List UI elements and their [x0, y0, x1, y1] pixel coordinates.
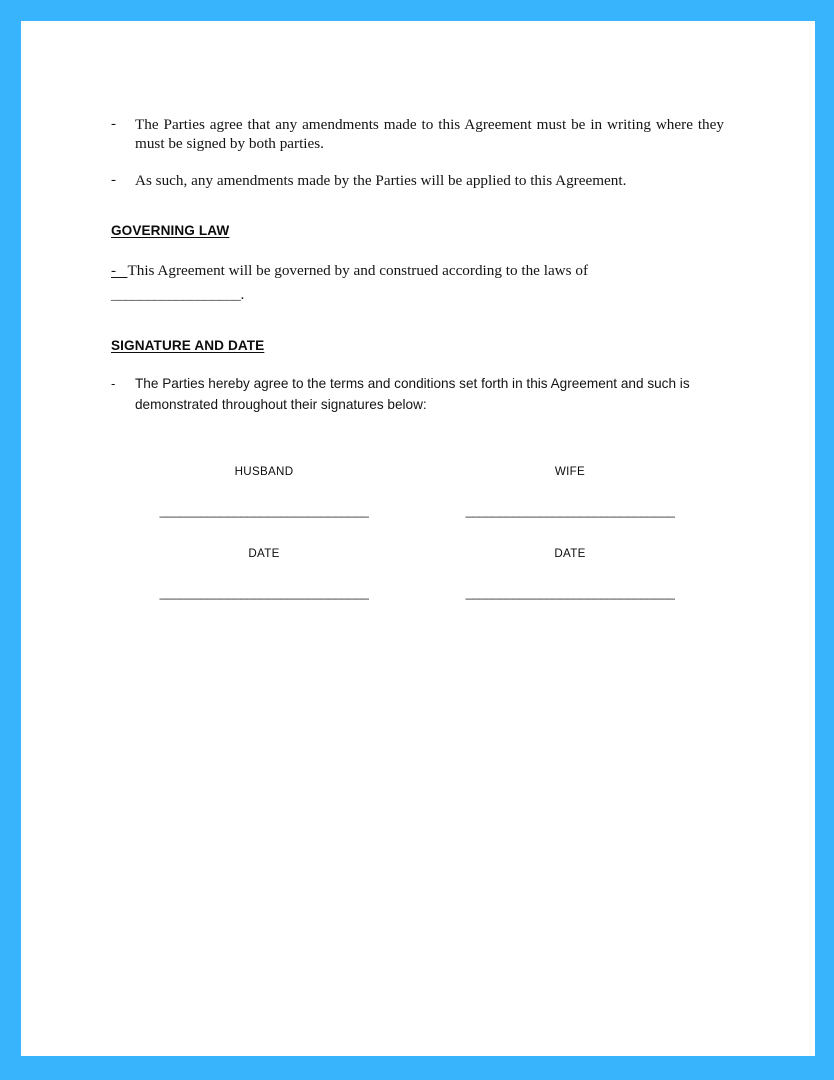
blank-underscore-run: __________________	[111, 286, 241, 303]
bullet-marker: -	[111, 172, 116, 188]
party-label-row	[111, 463, 724, 481]
husband-date-cell	[111, 585, 417, 601]
spacer	[111, 481, 724, 503]
governing-law-paragraph	[111, 260, 724, 281]
date-label-row	[111, 545, 724, 563]
husband-signature-line[interactable]: _______________________________	[159, 503, 369, 518]
signature-intro-row	[111, 373, 724, 415]
amendments-bullet-list	[111, 115, 724, 190]
bullet-marker: -	[111, 116, 116, 132]
husband-date-label: DATE	[248, 547, 280, 560]
husband-column	[111, 463, 417, 481]
list-item	[111, 171, 724, 190]
wife-date-cell	[417, 585, 723, 601]
wife-signature-line[interactable]: _______________________________	[465, 503, 675, 518]
wife-column	[417, 463, 723, 481]
governing-law-marker: -	[111, 262, 117, 279]
blank-period: .	[240, 286, 245, 303]
bullet-text: As such, any amendments made by the Parties will be applied to this Agreement.	[135, 172, 627, 189]
husband-date-label-cell	[111, 545, 417, 563]
document-paper	[21, 21, 815, 1056]
governing-law-text: This Agreement will be governed by and construed according to the laws of	[127, 262, 589, 279]
governing-law-heading: GOVERNING LAW	[111, 223, 230, 238]
governing-law-marker-gap	[116, 262, 127, 279]
spacer	[111, 563, 724, 585]
husband-label: HUSBAND	[234, 465, 294, 478]
signature-intro-text: The Parties hereby agree to the terms and conditions set forth in this Agreement and such is demonstrated throughout their signatures below:	[135, 376, 690, 412]
signature-and-date-section	[111, 337, 724, 601]
document-content	[111, 115, 724, 601]
governing-law-blank-line	[111, 284, 724, 305]
wife-date-label: DATE	[554, 547, 586, 560]
wife-date-label-cell	[417, 545, 723, 563]
wife-signature-cell	[417, 503, 723, 519]
date-line-row	[111, 585, 724, 601]
bullet-text: The Parties agree that any amendments made to this Agreement must be in writing where they must be signed by both parties.	[135, 116, 724, 152]
signature-block	[111, 463, 724, 601]
governing-law-section	[111, 222, 724, 305]
list-item	[111, 115, 724, 153]
husband-signature-cell	[111, 503, 417, 519]
signature-line-row	[111, 503, 724, 519]
signature-and-date-heading: SIGNATURE AND DATE	[111, 338, 265, 353]
bullet-marker: -	[111, 376, 116, 391]
wife-date-line[interactable]: _______________________________	[465, 585, 675, 600]
husband-date-line[interactable]: _______________________________	[159, 585, 369, 600]
spacer	[111, 519, 724, 545]
wife-label: WIFE	[554, 465, 586, 478]
